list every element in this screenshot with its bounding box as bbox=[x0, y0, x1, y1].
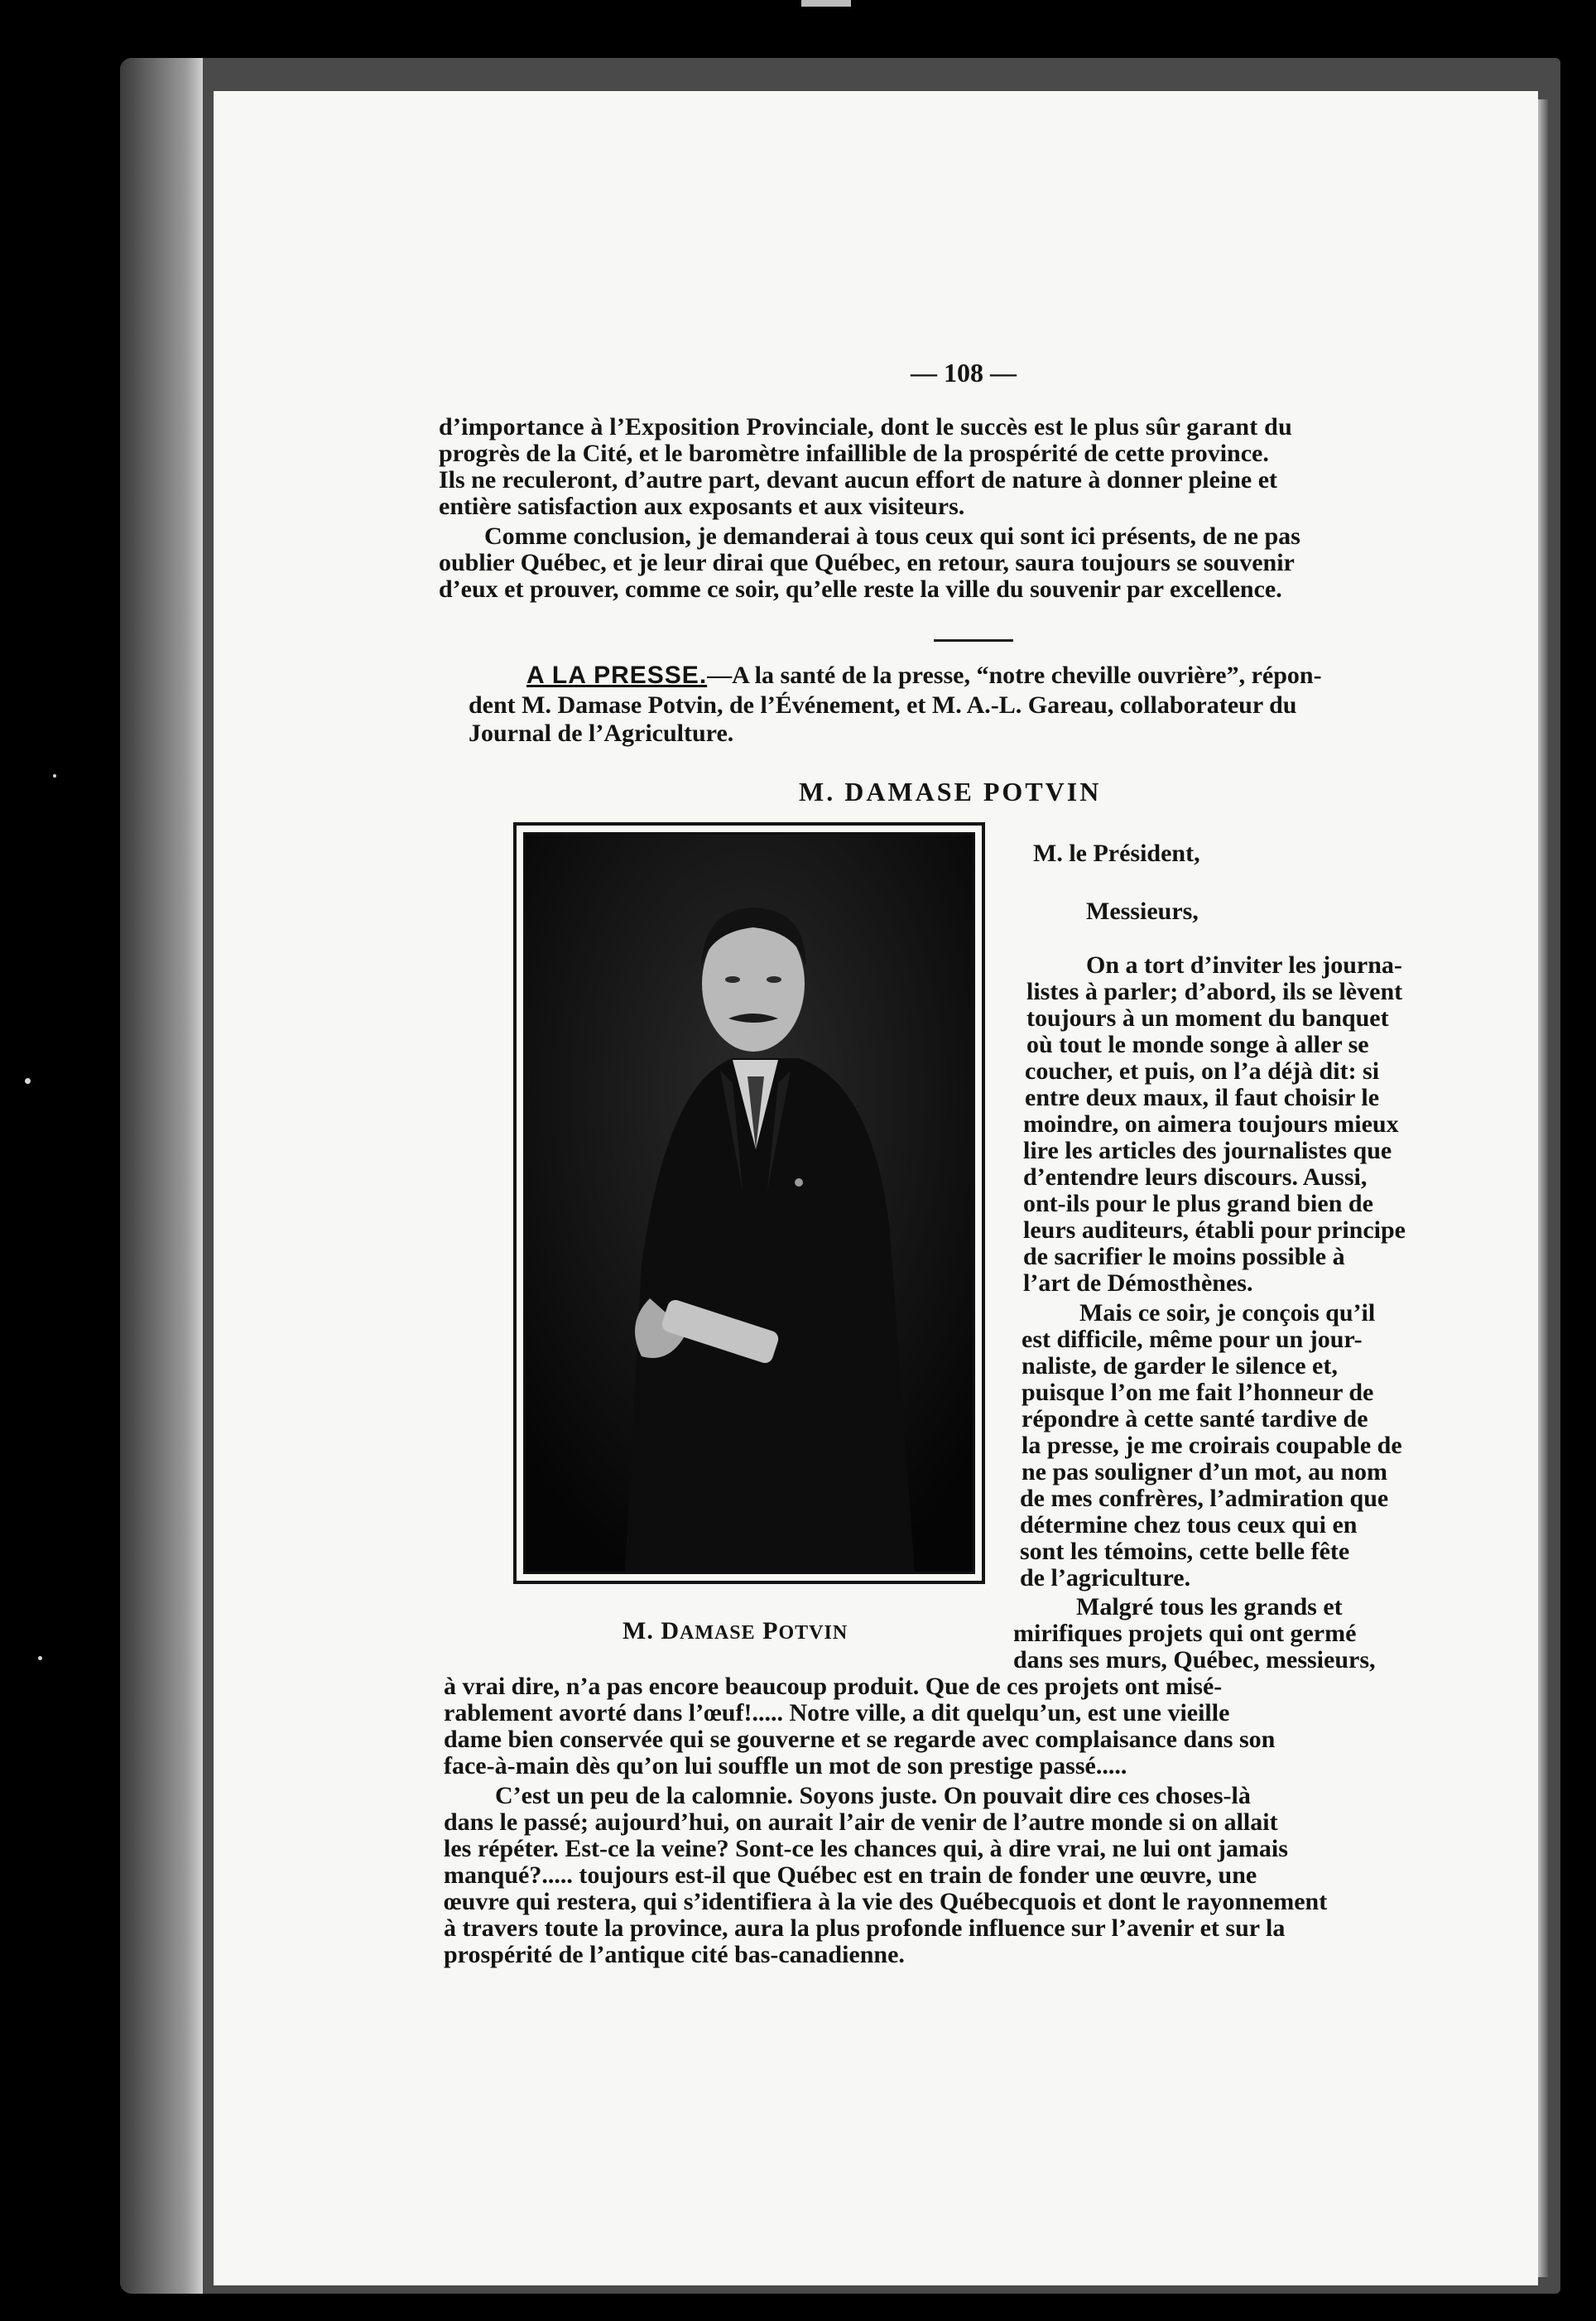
speech-line: ne pas souligner d’un mot, au nom bbox=[1022, 1458, 1388, 1486]
intro-line: progrès de la Cité, et le baromètre infaillible de la prospérité de cette province. bbox=[439, 440, 1269, 467]
speech-line: Messieurs, bbox=[1086, 898, 1199, 925]
speech-line: mirifiques projets qui ont germé bbox=[1013, 1620, 1357, 1647]
caption-text: P bbox=[755, 1617, 779, 1644]
caption-text: M. D bbox=[623, 1617, 680, 1644]
page-number: — 108 — bbox=[911, 358, 1017, 388]
portrait-frame bbox=[513, 822, 985, 1584]
portrait-photo bbox=[523, 832, 975, 1574]
toast-text: —A la santé de la presse, “notre cheville ouvrière”, répon- bbox=[707, 662, 1322, 689]
speech-line: la presse, je me croirais coupable de bbox=[1022, 1432, 1402, 1459]
portrait-figure bbox=[526, 835, 973, 1572]
photo-caption bbox=[623, 1617, 848, 1645]
speech-line: listes à parler; d’abord, ils se lèvent bbox=[1026, 978, 1403, 1005]
caption-text: OTVIN bbox=[778, 1622, 848, 1644]
speech-line: Malgré tous les grands et bbox=[1076, 1593, 1343, 1620]
speech-line: Mais ce soir, je conçois qu’il bbox=[1079, 1299, 1376, 1327]
speech-line: lire les articles des journalistes que bbox=[1023, 1137, 1392, 1164]
speech-line: de l’agriculture. bbox=[1020, 1564, 1191, 1591]
caption-text: AMASE bbox=[679, 1622, 756, 1644]
speech-line: à travers toute la province, aura la plus profonde influence sur l’avenir et sur la bbox=[444, 1914, 1286, 1942]
speech-line: répondre à cette santé tardive de bbox=[1022, 1405, 1368, 1433]
speech-line: entre deux maux, il faut choisir le bbox=[1025, 1084, 1380, 1111]
speech-line: à vrai dire, n’a pas encore beaucoup produit. Que de ces projets ont misé- bbox=[444, 1673, 1223, 1700]
intro-line: d’eux et prouver, comme ce soir, qu’elle reste la ville du souvenir par excellence. bbox=[439, 575, 1282, 603]
speech-line: On a tort d’inviter les journa- bbox=[1086, 951, 1402, 979]
scan-artifact bbox=[801, 0, 851, 7]
section-label: A LA PRESSE. bbox=[526, 662, 708, 689]
speech-line: l’art de Démosthènes. bbox=[1023, 1269, 1253, 1297]
section-divider bbox=[934, 639, 1013, 642]
speech-line: manqué?..... toujours est-il que Québec est en train de fonder une œuvre, une bbox=[444, 1861, 1257, 1889]
page-edge-shadow bbox=[1538, 99, 1548, 2277]
speech-line: face-à-main dès qu’on lui souffle un mot de son prestige passé..... bbox=[444, 1752, 1127, 1779]
dust-speck bbox=[53, 774, 56, 778]
toast-line bbox=[526, 662, 1322, 689]
speech-line: naliste, de garder le silence et, bbox=[1022, 1352, 1338, 1380]
dust-speck bbox=[38, 1656, 42, 1660]
speech-line: de mes confrères, l’admiration que bbox=[1020, 1485, 1389, 1512]
speech-line: rablement avorté dans l’œuf!..... Notre ville, a dit quelqu’un, est une vieille bbox=[444, 1699, 1230, 1726]
intro-line: oublier Québec, et je leur dirai que Québec, en retour, saura toujours se souvenir bbox=[439, 549, 1295, 576]
speech-line: d’entendre leurs discours. Aussi, bbox=[1023, 1163, 1368, 1191]
dust-speck bbox=[25, 1078, 31, 1084]
speech-line: dans le passé; aujourd’hui, on aurait l’air de venir de l’autre monde si on allait bbox=[444, 1808, 1278, 1836]
speech-line: où tout le monde songe à aller se bbox=[1026, 1031, 1369, 1058]
speech-line: dame bien conservée qui se gouverne et se regarde avec complaisance dans son bbox=[444, 1726, 1276, 1753]
speech-line: coucher, et puis, on l’a déjà dit: si bbox=[1025, 1057, 1380, 1085]
speech-line: moindre, on aimera toujours mieux bbox=[1023, 1110, 1399, 1138]
speech-line: dans ses murs, Québec, messieurs, bbox=[1013, 1646, 1376, 1673]
speaker-heading: M. DAMASE POTVIN bbox=[799, 777, 1102, 807]
speech-line: prospérité de l’antique cité bas-canadienne. bbox=[444, 1941, 905, 1968]
toast-line: dent M. Damase Potvin, de l’Événement, et M. A.-L. Gareau, collaborateur du bbox=[469, 691, 1297, 719]
book-spine bbox=[120, 58, 203, 2294]
speech-line: est difficile, même pour un jour- bbox=[1022, 1326, 1363, 1353]
intro-line: entière satisfaction aux exposants et aux visiteurs. bbox=[439, 493, 965, 520]
speech-line: les répéter. Est-ce la veine? Sont-ce les chances qui, à dire vrai, ne lui ont jamais bbox=[444, 1835, 1288, 1862]
speech-line: ont-ils pour le plus grand bien de bbox=[1023, 1190, 1373, 1217]
intro-line: Comme conclusion, je demanderai à tous ceux qui sont ici présents, de ne pas bbox=[484, 522, 1300, 550]
speech-line: œuvre qui restera, qui s’identifiera à la vie des Québecquois et dont le rayonnement bbox=[444, 1888, 1328, 1915]
intro-line: d’importance à l’Exposition Provinciale, dont le succès est le plus sûr garant du bbox=[439, 413, 1292, 441]
speech-line: de sacrifier le moins possible à bbox=[1023, 1243, 1345, 1270]
speech-line: leurs auditeurs, établi pour principe bbox=[1023, 1216, 1406, 1244]
speech-line: toujours à un moment du banquet bbox=[1026, 1004, 1389, 1032]
speech-line: puisque l’on me fait l’honneur de bbox=[1022, 1379, 1374, 1406]
intro-line: Ils ne reculeront, d’autre part, devant aucun effort de nature à donner pleine et bbox=[439, 466, 1278, 494]
speech-line: C’est un peu de la calomnie. Soyons juste. On pouvait dire ces choses-là bbox=[495, 1782, 1251, 1809]
speech-line: M. le Président, bbox=[1033, 840, 1200, 867]
speech-line: détermine chez tous ceux qui en bbox=[1020, 1511, 1358, 1539]
toast-line: Journal de l’Agriculture. bbox=[469, 720, 734, 747]
speech-line: sont les témoins, cette belle fête bbox=[1020, 1538, 1350, 1565]
